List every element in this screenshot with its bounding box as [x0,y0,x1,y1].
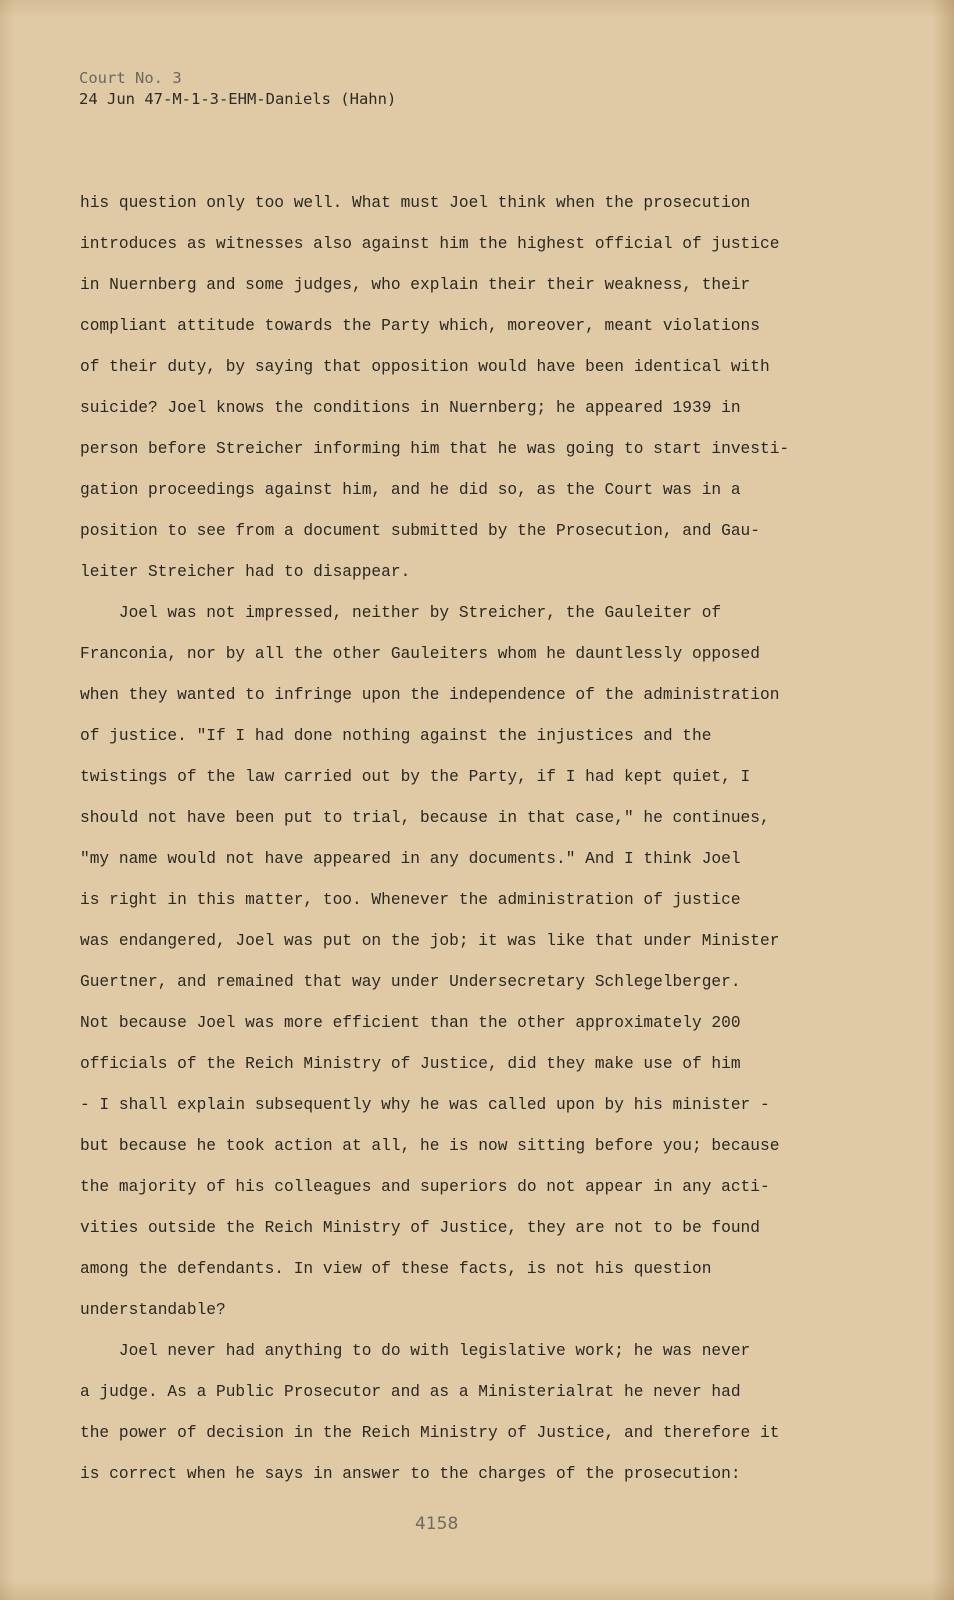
docket-line: 24 Jun 47-M-1-3-EHM-Daniels (Hahn) [79,90,397,108]
text-line: understandable? [80,1301,226,1319]
text-line: should not have been put to trial, because in that case," he continues, [80,809,770,827]
text-line: vities outside the Reich Ministry of Justice, they are not to be found [80,1219,760,1237]
text-line: is right in this matter, too. Whenever the administration of justice [80,891,741,909]
text-line: his question only too well. What must Joel think when the prosecution [80,194,751,212]
text-line: of justice. "If I had done nothing against the injustices and the [80,727,712,745]
text-line: twistings of the law carried out by the Party, if I had kept quiet, I [80,768,751,786]
text-line: of their duty, by saying that opposition would have been identical with [80,358,770,376]
text-line: position to see from a document submitted by the Prosecution, and Gau- [80,522,760,540]
text-line: among the defendants. In view of these facts, is not his question [80,1260,712,1278]
text-line: introduces as witnesses also against him the highest official of justice [80,235,780,253]
body-text [80,183,920,1495]
text-line: "my name would not have appeared in any documents." And I think Joel [80,850,741,868]
text-line: Joel was not impressed, neither by Streicher, the Gauleiter of [80,604,722,622]
court-number: Court No. 3 [79,69,182,87]
text-line: Guertner, and remained that way under Undersecretary Schlegelberger. [80,973,741,991]
text-line: Franconia, nor by all the other Gauleiters whom he dauntlessly opposed [80,645,760,663]
text-line: gation proceedings against him, and he did so, as the Court was in a [80,481,741,499]
text-line: leiter Streicher had to disappear. [80,563,411,581]
text-line: person before Streicher informing him that he was going to start investi- [80,440,790,458]
text-line: compliant attitude towards the Party which, moreover, meant violations [80,317,760,335]
text-line: Joel never had anything to do with legislative work; he was never [80,1342,751,1360]
text-line: suicide? Joel knows the conditions in Nuernberg; he appeared 1939 in [80,399,741,417]
text-line: a judge. As a Public Prosecutor and as a Ministerialrat he never had [80,1383,741,1401]
text-line: - I shall explain subsequently why he was called upon by his minister - [80,1096,770,1114]
text-line: when they wanted to infringe upon the independence of the administration [80,686,780,704]
text-line: was endangered, Joel was put on the job; it was like that under Minister [80,932,780,950]
text-line: but because he took action at all, he is now sitting before you; because [80,1137,780,1155]
text-line: in Nuernberg and some judges, who explain their their weakness, their [80,276,751,294]
text-line: officials of the Reich Ministry of Justice, did they make use of him [80,1055,741,1073]
text-line: Not because Joel was more efficient than the other approximately 200 [80,1014,741,1032]
text-line: is correct when he says in answer to the charges of the prosecution: [80,1465,741,1483]
text-line: the majority of his colleagues and superiors do not appear in any acti- [80,1178,770,1196]
document-header [79,68,396,110]
text-line: the power of decision in the Reich Ministry of Justice, and therefore it [80,1424,780,1442]
page-number: 4158 [415,1514,459,1534]
